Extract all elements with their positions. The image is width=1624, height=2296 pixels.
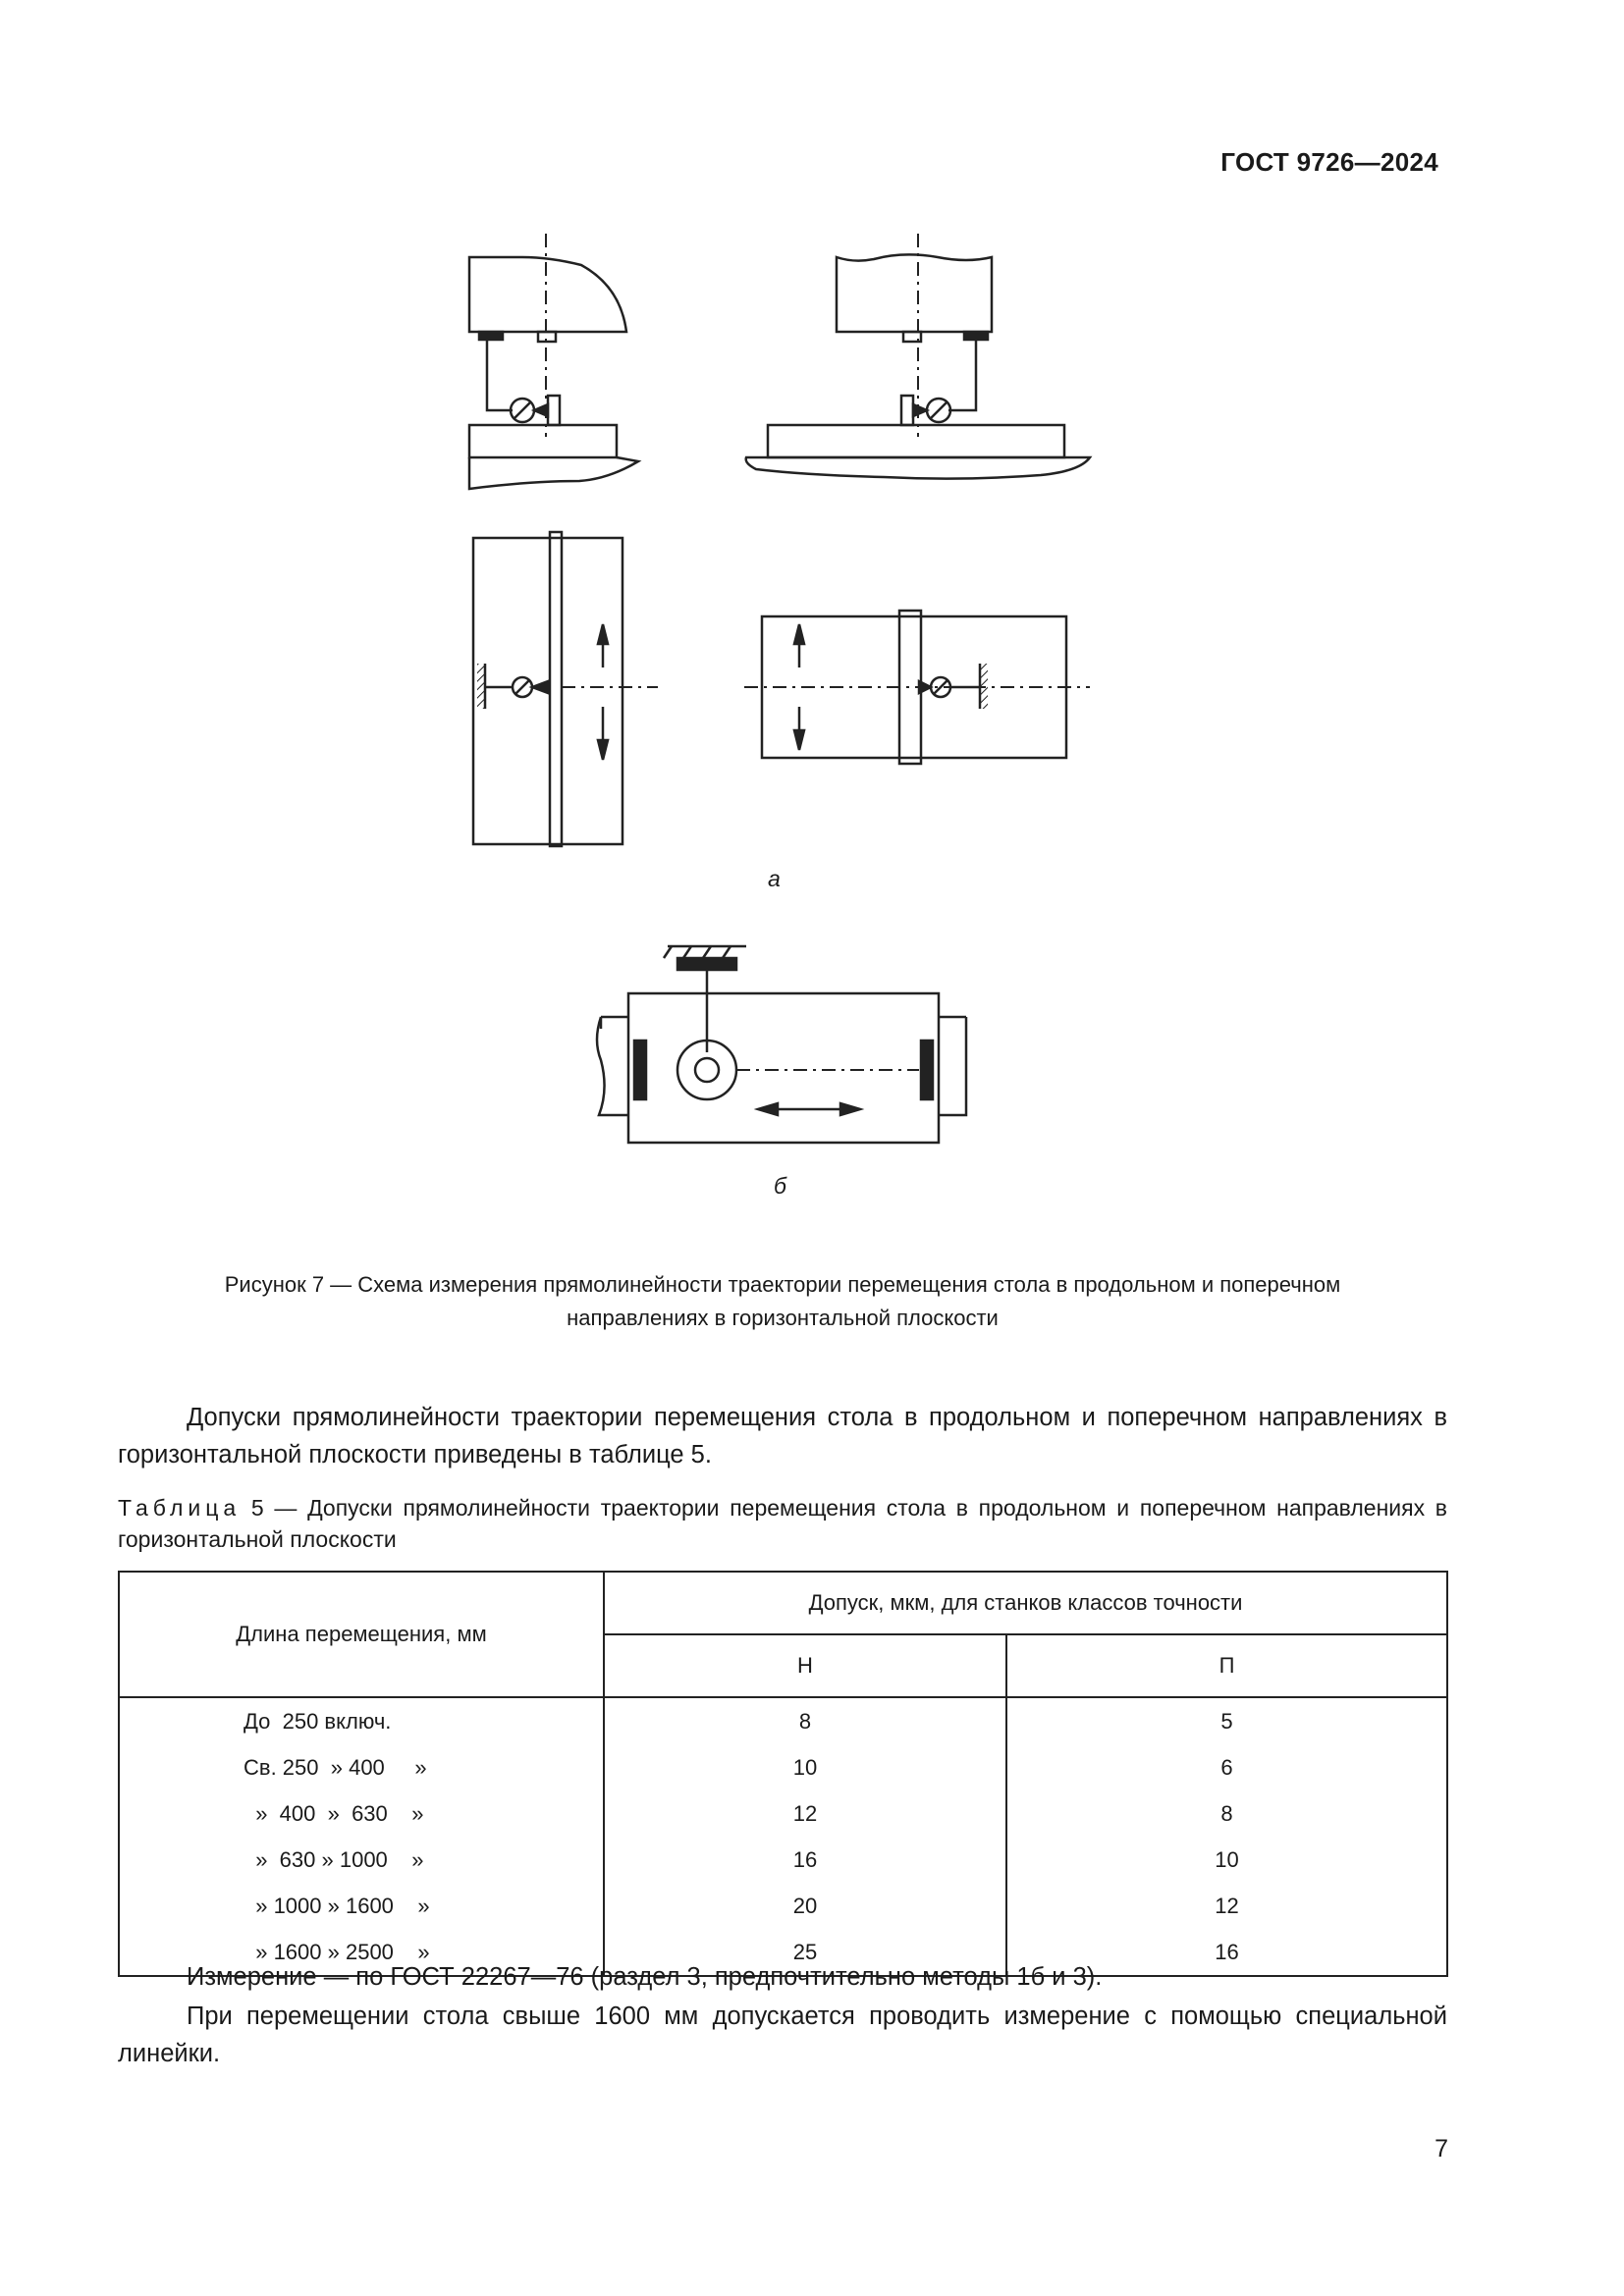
figure-caption-line-1: Рисунок 7 — Схема измерения прямолинейности траектории перемещения стола в продольном и поперечном: [224, 1272, 1341, 1297]
length-value: » 1600 » 2500 »: [244, 1939, 430, 1964]
tolerance-h-cell: 25: [604, 1929, 1006, 1976]
tolerance-h-cell: 16: [604, 1837, 1006, 1883]
tolerance-p-cell: 6: [1006, 1744, 1447, 1790]
table-row: [119, 1744, 1447, 1790]
figure-caption-line-2: направлениях в горизонтальной плоскости: [567, 1306, 999, 1330]
tolerance-p-cell: 8: [1006, 1790, 1447, 1837]
table-title: [118, 1492, 1447, 1555]
view-a-plan-right: [744, 611, 1090, 764]
length-cell: [119, 1697, 604, 1744]
document-id: ГОСТ 9726—2024: [1220, 147, 1438, 177]
table-row: [119, 1697, 1447, 1744]
figure-caption: [118, 1268, 1447, 1335]
col-header-tolerance: Допуск, мкм, для станков классов точности: [604, 1572, 1447, 1634]
tolerance-h-cell: 10: [604, 1744, 1006, 1790]
table-title-text: 5 — Допуски прямолинейности траектории перемещения стола в продольном и поперечном направлениях в горизонтальной плоскости: [118, 1495, 1447, 1552]
col-header-class-h: Н: [604, 1634, 1006, 1697]
tolerance-p-cell: 10: [1006, 1837, 1447, 1883]
length-value: » 1000 » 1600 »: [244, 1893, 430, 1918]
figure-label-a: а: [768, 866, 781, 891]
tolerance-table: [118, 1571, 1448, 1977]
tolerance-h-cell: 20: [604, 1883, 1006, 1929]
length-cell: [119, 1790, 604, 1837]
tolerance-p-cell: 5: [1006, 1697, 1447, 1744]
col-header-length: Длина перемещения, мм: [119, 1572, 604, 1697]
figure-label-b: б: [774, 1173, 786, 1199]
length-cell: [119, 1837, 604, 1883]
length-cell: [119, 1744, 604, 1790]
note-paragraph: При перемещении стола свыше 1600 мм допускается проводить измерение с помощью специальной линейки.: [118, 2002, 1447, 2067]
length-value: » 630 » 1000 »: [244, 1846, 424, 1872]
view-a-top-right: [746, 234, 1090, 479]
table-title-label: Таблица: [118, 1495, 242, 1521]
tolerance-h-cell: 8: [604, 1697, 1006, 1744]
length-value: Св. 250 » 400 »: [244, 1754, 427, 1780]
view-a-top-left: [469, 234, 638, 489]
tolerance-p-cell: 12: [1006, 1883, 1447, 1929]
intro-paragraph: Допуски прямолинейности траектории перемещения стола в продольном и поперечном направлениях в горизонтальной плоскости приведены в таблице 5.: [118, 1404, 1447, 1468]
table-row: [119, 1790, 1447, 1837]
view-b: [597, 946, 966, 1143]
length-cell: [119, 1883, 604, 1929]
table-row: [119, 1883, 1447, 1929]
length-value: » 400 » 630 »: [244, 1800, 424, 1826]
length-value: До 250 включ.: [244, 1708, 392, 1734]
tolerance-h-cell: 12: [604, 1790, 1006, 1837]
measurement-paragraph: Измерение — по ГОСТ 22267—76 (раздел 3, предпочтительно методы 1б и 3).: [187, 1963, 1103, 1991]
view-a-plan-left: [473, 532, 658, 846]
table-row: [119, 1837, 1447, 1883]
col-header-class-p: П: [1006, 1634, 1447, 1697]
tolerance-p-cell: 16: [1006, 1929, 1447, 1976]
page-number: 7: [1435, 2135, 1448, 2163]
